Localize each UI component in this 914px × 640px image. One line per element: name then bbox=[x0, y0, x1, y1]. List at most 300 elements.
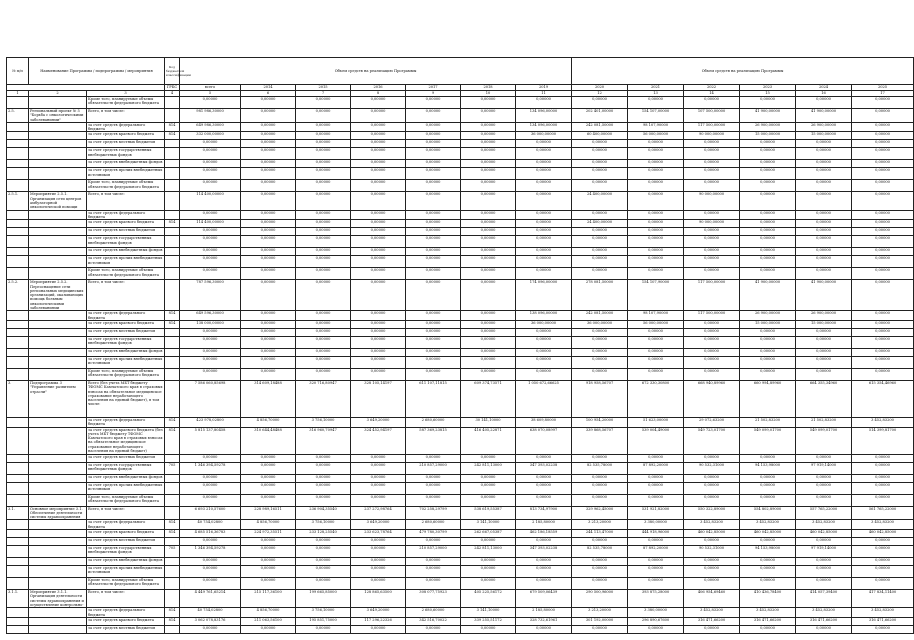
row-number bbox=[7, 132, 29, 140]
row-amount: 4 856,70000 bbox=[241, 608, 296, 618]
table-row bbox=[7, 320, 914, 328]
row-amount: 0,00000 bbox=[180, 268, 241, 280]
row-program-name bbox=[29, 368, 87, 380]
row-amount: 301 192,00000 bbox=[572, 617, 628, 625]
row-amount: 0,00000 bbox=[241, 474, 296, 482]
row-amount: 554 802,89000 bbox=[740, 506, 796, 520]
row-amount: 0,00000 bbox=[296, 566, 351, 578]
table-row bbox=[7, 558, 914, 566]
row-amount: 0,00000 bbox=[796, 97, 852, 109]
row-amount: 308 077,75923 bbox=[406, 590, 461, 608]
row-amount: 117 296,22326 bbox=[351, 617, 406, 625]
row-amount: 0,00000 bbox=[461, 236, 516, 248]
row-amount: 0,00000 bbox=[461, 538, 516, 546]
row-grbs-code: 814 bbox=[165, 122, 180, 132]
row-amount: 0,00000 bbox=[180, 625, 241, 633]
row-amount: 0,00000 bbox=[461, 566, 516, 578]
row-program-name bbox=[29, 417, 87, 427]
row-amount: 0,00000 bbox=[572, 336, 628, 348]
row-program-name bbox=[29, 578, 87, 590]
row-amount: 668 940,89960 bbox=[684, 380, 740, 417]
row-amount: 0,00000 bbox=[351, 168, 406, 180]
row-amount: 0,00000 bbox=[296, 348, 351, 356]
row-number bbox=[7, 320, 29, 328]
row-grbs-code: 705 bbox=[165, 546, 180, 558]
row-amount: 3 756,10000 bbox=[296, 608, 351, 618]
row-number: 3. bbox=[7, 380, 29, 417]
row-amount: 0,00000 bbox=[296, 625, 351, 633]
row-amount: 0,00000 bbox=[684, 180, 740, 192]
header-year: 2015 bbox=[296, 85, 351, 91]
row-grbs-code bbox=[165, 180, 180, 192]
row-amount: 393 875,28000 bbox=[628, 590, 684, 608]
row-program-name bbox=[29, 220, 87, 228]
row-amount: 0,00000 bbox=[351, 482, 406, 494]
row-funding-source: Всего (без учета МБТ бюджету ТФОМС Камчатского края в страховых взносах на обязательное медицинское страхование неработающего населения на единый бюджет), в том числе: bbox=[87, 380, 165, 417]
header-year: 2025 bbox=[852, 85, 914, 91]
row-amount: 0,00000 bbox=[461, 122, 516, 132]
row-amount: 0,00000 bbox=[461, 336, 516, 348]
row-amount: 310 644,48488 bbox=[241, 427, 296, 454]
header-year: 2014 bbox=[241, 85, 296, 91]
table-row bbox=[7, 530, 914, 538]
row-amount: 0,00000 bbox=[852, 356, 914, 368]
row-amount: 7 586 060,85698 bbox=[180, 380, 241, 417]
row-amount: 0,00000 bbox=[406, 122, 461, 132]
row-amount: 0,00000 bbox=[406, 280, 461, 311]
row-amount: 237 272,98764 bbox=[351, 506, 406, 520]
row-amount: 0,00000 bbox=[572, 348, 628, 356]
table-row bbox=[7, 368, 914, 380]
row-amount: 0,00000 bbox=[852, 256, 914, 268]
header-col-number: 16 bbox=[796, 91, 852, 97]
row-amount: 290 500,96000 bbox=[572, 590, 628, 608]
header-year: 2018 bbox=[461, 85, 516, 91]
table-row bbox=[7, 268, 914, 280]
row-amount: 0,00000 bbox=[572, 236, 628, 248]
row-amount: 0,00000 bbox=[241, 566, 296, 578]
row-amount: 342 516,70022 bbox=[406, 617, 461, 625]
row-amount: 0,00000 bbox=[351, 546, 406, 558]
row-amount: 0,00000 bbox=[852, 482, 914, 494]
row-amount: 0,00000 bbox=[180, 482, 241, 494]
row-amount: 0,00000 bbox=[406, 625, 461, 633]
row-amount: 329 962,45000 bbox=[572, 506, 628, 520]
row-program-name: Региональный проект № 5 "Борьба с онкологическими заболеваниями" bbox=[29, 109, 87, 123]
row-amount: 0,00000 bbox=[241, 168, 296, 180]
row-amount: 0,00000 bbox=[180, 168, 241, 180]
row-funding-source: за счет средств прочих внебюджетных источников bbox=[87, 482, 165, 494]
row-number bbox=[7, 494, 29, 506]
row-amount: 100 954,20000 bbox=[572, 417, 628, 427]
row-number bbox=[7, 148, 29, 160]
row-amount: 0,00000 bbox=[740, 348, 796, 356]
row-amount: 320 716,80947 bbox=[296, 380, 351, 417]
row-amount: 0,00000 bbox=[516, 180, 572, 192]
row-amount: 0,00000 bbox=[180, 566, 241, 578]
row-number bbox=[7, 427, 29, 454]
row-amount: 0,00000 bbox=[684, 578, 740, 590]
row-number bbox=[7, 256, 29, 268]
row-amount: 3 452,83200 bbox=[796, 608, 852, 618]
row-amount: 87 892,20000 bbox=[628, 546, 684, 558]
row-amount: 0,00000 bbox=[684, 538, 740, 546]
row-grbs-code bbox=[165, 168, 180, 180]
header-num: № п/п bbox=[7, 58, 29, 85]
table-row bbox=[7, 538, 914, 546]
row-amount: 154 107,90000 bbox=[628, 280, 684, 311]
row-amount: 0,00000 bbox=[296, 140, 351, 148]
row-amount: 702 258,29799 bbox=[406, 506, 461, 520]
row-amount: 2 680,60000 bbox=[406, 520, 461, 530]
row-amount: 0,00000 bbox=[296, 180, 351, 192]
row-amount: 0,00000 bbox=[406, 482, 461, 494]
row-amount: 0,00000 bbox=[740, 148, 796, 160]
row-amount: 0,00000 bbox=[296, 236, 351, 248]
row-number bbox=[7, 625, 29, 633]
table-row bbox=[7, 236, 914, 248]
row-amount: 0,00000 bbox=[296, 109, 351, 123]
row-amount: 0,00000 bbox=[296, 160, 351, 168]
row-amount: 0,00000 bbox=[241, 356, 296, 368]
row-amount: 3 756,10000 bbox=[296, 417, 351, 427]
row-amount: 0,00000 bbox=[241, 97, 296, 109]
header-col-number: 15 bbox=[740, 91, 796, 97]
row-amount: 0,00000 bbox=[572, 454, 628, 462]
row-amount: 4 856,70000 bbox=[241, 417, 296, 427]
row-amount: 0,00000 bbox=[572, 268, 628, 280]
row-amount: 4 685 516,36783 bbox=[180, 530, 241, 538]
row-amount: 0,00000 bbox=[351, 268, 406, 280]
row-amount: 3 213,20000 bbox=[572, 520, 628, 530]
row-amount: 3 141,10000 bbox=[461, 520, 516, 530]
row-amount: 0,00000 bbox=[241, 462, 296, 474]
table-row bbox=[7, 180, 914, 192]
header-year: 2021 bbox=[628, 85, 684, 91]
row-funding-source: за счет средств государственных внебюджетных фондов bbox=[87, 148, 165, 160]
row-grbs-code bbox=[165, 268, 180, 280]
row-amount: 0,00000 bbox=[180, 248, 241, 256]
header-group-2: Объем средств на реализацию Программы bbox=[572, 58, 914, 85]
row-amount: 0,00000 bbox=[684, 248, 740, 256]
table-row bbox=[7, 109, 914, 123]
row-program-name bbox=[29, 122, 87, 132]
row-amount: 0,00000 bbox=[180, 160, 241, 168]
row-amount: 195 851,75000 bbox=[296, 617, 351, 625]
row-amount: 242 081,50000 bbox=[572, 122, 628, 132]
row-amount: 0,00000 bbox=[461, 140, 516, 148]
row-amount: 15 000,00000 bbox=[796, 132, 852, 140]
row-amount: 0,00000 bbox=[351, 256, 406, 268]
row-amount: 0,00000 bbox=[572, 248, 628, 256]
row-program-name bbox=[29, 356, 87, 368]
row-amount: 0,00000 bbox=[406, 348, 461, 356]
row-amount: 0,00000 bbox=[516, 368, 572, 380]
row-amount: 0,00000 bbox=[241, 109, 296, 123]
row-amount: 0,00000 bbox=[461, 160, 516, 168]
row-amount: 0,00000 bbox=[351, 462, 406, 474]
row-amount: 24 400,00000 bbox=[572, 220, 628, 228]
row-amount: 549 723,01700 bbox=[684, 427, 740, 454]
row-funding-source: за счет средств краевого бюджета bbox=[87, 132, 165, 140]
row-amount: 0,00000 bbox=[406, 210, 461, 220]
row-amount: 0,00000 bbox=[406, 268, 461, 280]
row-amount: 0,00000 bbox=[296, 132, 351, 140]
row-amount: 0,00000 bbox=[740, 625, 796, 633]
row-funding-source: за счет средств прочих внебюджетных источников bbox=[87, 356, 165, 368]
row-amount: 0,00000 bbox=[796, 210, 852, 220]
table-row bbox=[7, 482, 914, 494]
row-amount: 0,00000 bbox=[461, 180, 516, 192]
row-amount: 0,00000 bbox=[296, 168, 351, 180]
row-amount: 587 369,23815 bbox=[406, 427, 461, 454]
row-number bbox=[7, 608, 29, 618]
row-amount: 0,00000 bbox=[516, 328, 572, 336]
row-amount: 2 185,80000 bbox=[516, 520, 572, 530]
row-amount: 3 649,20000 bbox=[351, 417, 406, 427]
row-amount: 0,00000 bbox=[628, 220, 684, 228]
row-funding-source: Кроме того, планируемые объемы обязательств федерального бюджета bbox=[87, 180, 165, 192]
row-amount: 0,00000 bbox=[351, 140, 406, 148]
row-amount: 117 500,00000 bbox=[684, 280, 740, 311]
row-amount: 328 732,61961 bbox=[516, 617, 572, 625]
table-body bbox=[7, 97, 914, 634]
row-amount: 0,00000 bbox=[796, 454, 852, 462]
row-funding-source: за счет средств краевого бюджета bbox=[87, 320, 165, 328]
row-amount: 3 452,83200 bbox=[684, 608, 740, 618]
row-amount: 236 904,35540 bbox=[296, 506, 351, 520]
row-amount: 0,00000 bbox=[628, 348, 684, 356]
row-amount: 0,00000 bbox=[516, 140, 572, 148]
row-grbs-code bbox=[165, 474, 180, 482]
row-amount: 0,00000 bbox=[406, 140, 461, 148]
row-program-name bbox=[29, 530, 87, 538]
row-amount: 82 535,78000 bbox=[572, 462, 628, 474]
row-number bbox=[7, 328, 29, 336]
row-amount: 97 919,14000 bbox=[796, 546, 852, 558]
row-amount: 0,00000 bbox=[241, 368, 296, 380]
row-number bbox=[7, 368, 29, 380]
row-amount: 0,00000 bbox=[852, 336, 914, 348]
table-row bbox=[7, 494, 914, 506]
row-amount: 813 734,97900 bbox=[516, 506, 572, 520]
row-amount: 0,00000 bbox=[796, 566, 852, 578]
row-amount: 0,00000 bbox=[516, 566, 572, 578]
row-funding-source: за счет средств государственных внебюджетных фондов bbox=[87, 546, 165, 558]
row-program-name bbox=[29, 617, 87, 625]
row-amount: 462 186,18559 bbox=[516, 530, 572, 538]
row-amount: 3 062 078,83176 bbox=[180, 617, 241, 625]
row-amount: 0,00000 bbox=[740, 268, 796, 280]
row-funding-source: за счет средств местных бюджетов bbox=[87, 140, 165, 148]
row-amount: 0,00000 bbox=[572, 538, 628, 546]
row-amount: 0,00000 bbox=[296, 482, 351, 494]
row-amount: 0,00000 bbox=[628, 228, 684, 236]
row-amount: 0,00000 bbox=[740, 494, 796, 506]
row-amount: 0,00000 bbox=[461, 168, 516, 180]
row-amount: 114 400,00000 bbox=[180, 192, 241, 210]
row-amount: 0,00000 bbox=[516, 558, 572, 566]
row-amount: 0,00000 bbox=[241, 248, 296, 256]
row-amount: 0,00000 bbox=[796, 148, 852, 160]
row-grbs-code bbox=[165, 578, 180, 590]
row-amount: 90 532,31000 bbox=[684, 546, 740, 558]
row-amount: 0,00000 bbox=[796, 336, 852, 348]
row-grbs-code bbox=[165, 228, 180, 236]
row-amount: 0,00000 bbox=[684, 558, 740, 566]
row-funding-source: за счет средств краевого бюджета bbox=[87, 220, 165, 228]
row-amount: 0,00000 bbox=[628, 494, 684, 506]
row-amount: 0,00000 bbox=[516, 228, 572, 236]
row-program-name bbox=[29, 474, 87, 482]
row-amount: 531 921,82000 bbox=[628, 506, 684, 520]
row-number bbox=[7, 462, 29, 474]
row-amount: 0,00000 bbox=[180, 210, 241, 220]
row-amount: 0,00000 bbox=[740, 192, 796, 210]
row-number bbox=[7, 228, 29, 236]
row-amount: 0,00000 bbox=[461, 320, 516, 328]
table-row bbox=[7, 280, 914, 311]
header-year: 2022 bbox=[684, 85, 740, 91]
row-amount: 0,00000 bbox=[461, 348, 516, 356]
row-amount: 0,00000 bbox=[516, 210, 572, 220]
row-funding-source: за счет средств местных бюджетов bbox=[87, 625, 165, 633]
row-number: 2.5.2. bbox=[7, 280, 29, 311]
row-amount: 0,00000 bbox=[461, 356, 516, 368]
row-funding-source: за счет средств федерального бюджета bbox=[87, 417, 165, 427]
row-amount: 3 141,10000 bbox=[461, 608, 516, 618]
row-amount: 0,00000 bbox=[628, 97, 684, 109]
row-amount: 4 856,70000 bbox=[241, 520, 296, 530]
row-program-name bbox=[29, 236, 87, 248]
row-amount: 215 117,36100 bbox=[241, 590, 296, 608]
row-amount: 26 900,00000 bbox=[740, 311, 796, 321]
row-amount: 414 057,39400 bbox=[796, 590, 852, 608]
row-grbs-code bbox=[165, 506, 180, 520]
row-grbs-code bbox=[165, 454, 180, 462]
row-amount: 0,00000 bbox=[241, 454, 296, 462]
row-program-name: Мероприятие 2.5.2. Переоснащение сети региональных медицинских организаций, оказывающих помощь больным онкологическими заболеваниями bbox=[29, 280, 87, 311]
header-col-number: 11 bbox=[516, 91, 572, 97]
row-amount: 0,00000 bbox=[516, 192, 572, 210]
row-program-name bbox=[29, 140, 87, 148]
row-amount: 3 213,20000 bbox=[572, 608, 628, 618]
table-row bbox=[7, 625, 914, 633]
row-amount: 0,00000 bbox=[628, 328, 684, 336]
header-col-number: 1 bbox=[7, 91, 29, 97]
row-amount: 36 000,00000 bbox=[516, 132, 572, 140]
row-amount: 0,00000 bbox=[516, 494, 572, 506]
row-amount: 0,00000 bbox=[516, 256, 572, 268]
row-number bbox=[7, 140, 29, 148]
row-amount: 0,00000 bbox=[684, 474, 740, 482]
row-funding-source: за счет средств внебюджетных фондов bbox=[87, 348, 165, 356]
row-amount: 0,00000 bbox=[852, 168, 914, 180]
row-program-name bbox=[29, 336, 87, 348]
row-amount: 0,00000 bbox=[796, 220, 852, 228]
row-amount: 0,00000 bbox=[684, 228, 740, 236]
row-amount: 0,00000 bbox=[628, 256, 684, 268]
row-amount: 0,00000 bbox=[351, 348, 406, 356]
row-amount: 4 449 761,65214 bbox=[180, 590, 241, 608]
header-year: 2020 bbox=[572, 85, 628, 91]
row-amount: 0,00000 bbox=[796, 348, 852, 356]
row-amount: 1 346 394,59278 bbox=[180, 546, 241, 558]
header-col-number: 2 bbox=[29, 91, 87, 97]
row-amount: 0,00000 bbox=[406, 148, 461, 160]
row-amount: 0,00000 bbox=[241, 320, 296, 328]
row-amount: 0,00000 bbox=[796, 328, 852, 336]
table-row bbox=[7, 608, 914, 618]
row-funding-source: за счет средств внебюджетных фондов bbox=[87, 474, 165, 482]
row-funding-source: Всего, в том числе: bbox=[87, 506, 165, 520]
row-grbs-code: 814 bbox=[165, 220, 180, 228]
row-program-name bbox=[29, 256, 87, 268]
row-amount: 0,00000 bbox=[852, 109, 914, 123]
row-amount: 0,00000 bbox=[180, 538, 241, 546]
row-grbs-code bbox=[165, 566, 180, 578]
row-amount: 0,00000 bbox=[241, 558, 296, 566]
row-funding-source: Кроме того, планируемые объемы обязательств федерального бюджета bbox=[87, 268, 165, 280]
row-number bbox=[7, 168, 29, 180]
row-amount: 40 754,02800 bbox=[180, 520, 241, 530]
row-number: 2.5. bbox=[7, 109, 29, 123]
row-amount: 0,00000 bbox=[461, 454, 516, 462]
row-amount: 0,00000 bbox=[628, 566, 684, 578]
row-amount: 0,00000 bbox=[461, 220, 516, 228]
row-grbs-code bbox=[165, 280, 180, 311]
row-amount: 0,00000 bbox=[796, 474, 852, 482]
row-amount: 233 128,25540 bbox=[296, 530, 351, 538]
row-program-name bbox=[29, 546, 87, 558]
row-amount: 0,00000 bbox=[852, 148, 914, 160]
table-row bbox=[7, 228, 914, 236]
row-amount: 0,00000 bbox=[852, 140, 914, 148]
row-number bbox=[7, 566, 29, 578]
row-amount: 0,00000 bbox=[180, 454, 241, 462]
table-row bbox=[7, 97, 914, 109]
row-amount: 0,00000 bbox=[740, 558, 796, 566]
header-col-number: 8 bbox=[351, 91, 406, 97]
row-amount: 0,00000 bbox=[852, 558, 914, 566]
row-amount: 0,00000 bbox=[684, 494, 740, 506]
row-amount: 0,00000 bbox=[241, 122, 296, 132]
row-amount: 0,00000 bbox=[351, 566, 406, 578]
row-amount: 0,00000 bbox=[628, 236, 684, 248]
row-amount: 0,00000 bbox=[180, 97, 241, 109]
row-amount: 0,00000 bbox=[684, 256, 740, 268]
row-amount: 0,00000 bbox=[796, 168, 852, 180]
row-amount: 660 994,89960 bbox=[740, 380, 796, 417]
row-amount: 0,00000 bbox=[351, 320, 406, 328]
row-amount: 0,00000 bbox=[180, 356, 241, 368]
row-number bbox=[7, 520, 29, 530]
row-program-name bbox=[29, 311, 87, 321]
row-amount: 0,00000 bbox=[628, 538, 684, 546]
row-amount: 0,00000 bbox=[241, 228, 296, 236]
row-funding-source: за счет средств краевого бюджета bbox=[87, 617, 165, 625]
row-amount: 242 811,13000 bbox=[461, 462, 516, 474]
row-amount: 0,00000 bbox=[406, 566, 461, 578]
row-amount: 0,00000 bbox=[296, 280, 351, 311]
row-amount: 0,00000 bbox=[796, 268, 852, 280]
table-row bbox=[7, 454, 914, 462]
row-amount: 82 535,78000 bbox=[572, 546, 628, 558]
row-amount: 787 596,30000 bbox=[180, 280, 241, 311]
row-amount: 0,00000 bbox=[406, 454, 461, 462]
row-funding-source: Кроме того, планируемые объемы обязательств федерального бюджета bbox=[87, 368, 165, 380]
row-amount: 0,00000 bbox=[461, 210, 516, 220]
